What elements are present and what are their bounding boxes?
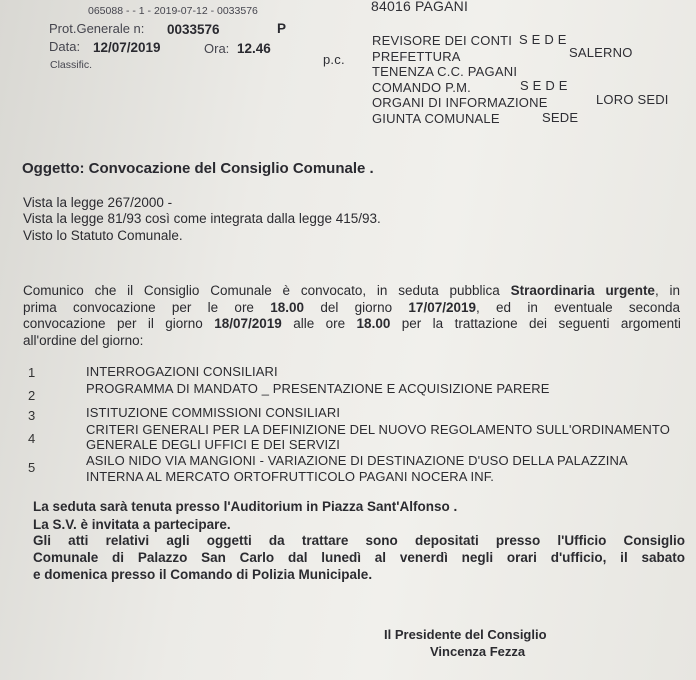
agenda-item-text: PROGRAMMA DI MANDATO _ PRESENTAZIONE E ACQUISIZIONE PARERE	[86, 381, 550, 396]
recipient-name: TENENZA C.C. PAGANI	[372, 64, 518, 79]
recipient-name: ORGANI DI INFORMAZIONE	[372, 95, 548, 110]
protocol-number: 0033576	[167, 22, 220, 37]
convocation-line-4: all'ordine del giorno:	[23, 333, 144, 348]
convocation-line-3: convocazione per il giorno 18/07/2019 alle ore 18.00 per la trattazione dei seguenti argomenti	[23, 316, 681, 331]
subject-line	[22, 160, 374, 177]
agenda-number: 2	[28, 388, 36, 403]
protocol-time-label: Ora:	[204, 41, 230, 56]
closing-line: Comunale di Palazzo San Carlo dal lunedì al venerdì negli orari d'ufficio, il sabato	[33, 550, 685, 565]
signature-title: Il Presidente del Consiglio	[384, 627, 547, 642]
agenda-item-text: INTERROGAZIONI CONSILIARI	[86, 364, 278, 379]
recipient-place: S E D E	[519, 32, 567, 47]
agenda-number: 5	[28, 460, 36, 475]
preamble-line: Vista la legge 267/2000 -	[23, 195, 173, 210]
protocol-date: 12/07/2019	[93, 40, 161, 55]
agenda-item-text: CRITERI GENERALI PER LA DEFINIZIONE DEL NUOVO REGOLAMENTO SULL'ORDINAMENTO	[86, 422, 670, 437]
closing-line: La S.V. è invitata a partecipare.	[33, 517, 231, 532]
agenda-number: 4	[28, 431, 36, 446]
agenda-item-text: ISTITUZIONE COMMISSIONI CONSILIARI	[86, 405, 341, 420]
postal-address: 84016 PAGANI	[371, 0, 469, 14]
closing-line: La seduta sarà tenuta presso l'Auditorium in Piazza Sant'Alfonso .	[33, 499, 458, 514]
recipient-place: LORO SEDI	[596, 92, 669, 107]
protocol-time: 12.46	[237, 41, 271, 56]
preamble-line: Visto lo Statuto Comunale.	[23, 228, 183, 243]
recipient-name: PREFETTURA	[372, 49, 461, 64]
recipient-place: SEDE	[542, 110, 579, 125]
agenda-item-text: ASILO NIDO VIA MANGIONI - VARIAZIONE DI DESTINAZIONE D'USO DELLA PALAZZINA	[86, 453, 628, 468]
recipient-place: SALERNO	[569, 45, 633, 60]
per-conoscenza-label: p.c.	[323, 52, 345, 67]
session-type: Straordinaria urgente	[510, 283, 655, 298]
protocol-classification-label: Classific.	[50, 59, 93, 71]
subject-label: Oggetto:	[22, 160, 85, 177]
protocol-date-label: Data:	[49, 39, 81, 54]
second-date: 18/07/2019	[214, 316, 282, 331]
closing-line: e domenica presso il Comando di Polizia Municipale.	[33, 567, 373, 582]
agenda-number: 1	[28, 365, 36, 380]
preamble-line: Vista la legge 81/93 così come integrata dalla legge 415/93.	[23, 211, 381, 226]
agenda-item-text: GENERALE DEGLI UFFICI E DEI SERVIZI	[86, 437, 340, 452]
signature-name: Vincenza Fezza	[430, 644, 526, 659]
protocol-code-line: 065088 - - 1 - 2019-07-12 - 0033576	[88, 5, 258, 17]
first-time: 18.00	[270, 300, 305, 315]
recipient-name: REVISORE DEI CONTI	[372, 33, 513, 48]
subject-text: Convocazione del Consiglio Comunale .	[88, 160, 374, 177]
protocol-letter: P	[277, 21, 287, 36]
protocol-number-label: Prot.Generale n:	[49, 21, 145, 36]
agenda-number: 3	[28, 408, 36, 423]
convocation-line-1: Comunico che il Consiglio Comunale è convocato, in seduta pubblica Straordinaria urgente, in	[23, 283, 680, 298]
second-time: 18.00	[356, 316, 391, 331]
recipient-name: GIUNTA COMUNALE	[372, 111, 500, 126]
closing-line: Gli atti relativi agli oggetti da trattare sono depositati presso l'Ufficio Consiglio	[33, 533, 685, 548]
first-date: 17/07/2019	[408, 300, 476, 315]
recipient-name: COMANDO P.M.	[372, 80, 471, 95]
agenda-item-text: INTERNA AL MERCATO ORTOFRUTTICOLO PAGANI NOCERA INF.	[86, 469, 495, 484]
convocation-line-2: prima convocazione per le ore 18.00 del giorno 17/07/2019, ed in eventuale seconda	[23, 300, 680, 315]
recipient-place: S E D E	[520, 78, 568, 93]
